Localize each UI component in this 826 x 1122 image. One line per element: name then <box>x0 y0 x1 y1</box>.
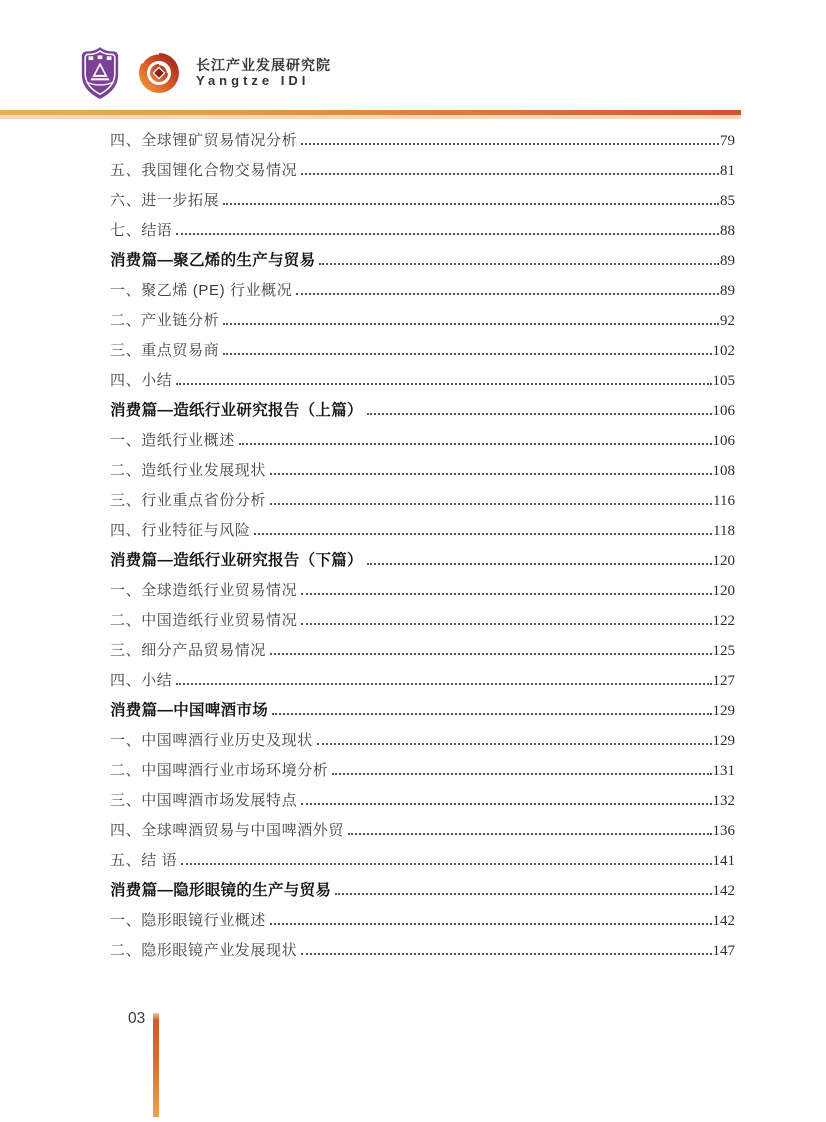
toc-entry-page: 89 <box>720 283 735 299</box>
toc-entry[interactable] <box>110 666 735 696</box>
toc-leader-dots <box>367 563 712 565</box>
toc-entry-page: 92 <box>720 313 735 329</box>
toc-entry-label: 消费篇—聚乙烯的生产与贸易 <box>110 252 316 269</box>
toc-entry-page: 142 <box>712 913 735 929</box>
yangtze-swirl-logo-icon <box>138 52 180 94</box>
toc-entry-page: 85 <box>720 193 735 209</box>
toc-entry-label: 二、产业链分析 <box>110 312 220 329</box>
toc-entry[interactable] <box>110 486 735 516</box>
toc-entry[interactable] <box>110 516 735 546</box>
toc-entry[interactable] <box>110 876 735 906</box>
toc-entry[interactable] <box>110 786 735 816</box>
toc-entry-page: 141 <box>712 853 735 869</box>
toc-entry[interactable] <box>110 846 735 876</box>
toc-entry-page: 79 <box>720 133 735 149</box>
toc-entry-label: 一、全球造纸行业贸易情况 <box>110 582 298 599</box>
toc-entry-page: 122 <box>712 613 735 629</box>
page-header <box>78 46 331 100</box>
toc-leader-dots <box>348 833 711 835</box>
toc-entry-page: 129 <box>712 703 735 719</box>
toc-entry-label: 一、造纸行业概述 <box>110 432 235 449</box>
toc-leader-dots <box>270 473 711 475</box>
org-name-en: Yangtze IDI <box>196 73 310 89</box>
toc-leader-dots <box>301 173 719 175</box>
toc-entry[interactable] <box>110 186 735 216</box>
toc-entry-page: 131 <box>712 763 735 779</box>
toc-entry[interactable] <box>110 276 735 306</box>
toc-entry[interactable] <box>110 696 735 726</box>
toc-entry-page: 108 <box>712 463 735 479</box>
toc-entry-label: 一、中国啤酒行业历史及现状 <box>110 732 313 749</box>
toc-entry[interactable] <box>110 816 735 846</box>
toc-leader-dots <box>367 413 712 415</box>
toc-entry[interactable] <box>110 366 735 396</box>
toc-entry-page: 136 <box>712 823 735 839</box>
toc-entry[interactable] <box>110 906 735 936</box>
toc-entry-label: 消费篇—造纸行业研究报告（下篇） <box>110 552 363 569</box>
toc-entry-label: 四、行业特征与风险 <box>110 522 251 539</box>
toc-leader-dots <box>176 683 711 685</box>
header-divider-underline-stripe <box>0 115 741 120</box>
toc-leader-dots <box>270 923 711 925</box>
toc-entry[interactable] <box>110 456 735 486</box>
toc-entry-page: 147 <box>712 943 735 959</box>
toc-entry[interactable] <box>110 726 735 756</box>
toc-entry-label: 四、小结 <box>110 372 173 389</box>
toc-entry[interactable] <box>110 576 735 606</box>
toc-entry-page: 132 <box>712 793 735 809</box>
toc-entry-label: 六、进一步拓展 <box>110 192 220 209</box>
toc-entry-label: 四、小结 <box>110 672 173 689</box>
toc-entry[interactable] <box>110 246 735 276</box>
toc-leader-dots <box>301 803 711 805</box>
toc-entry-label: 三、中国啤酒市场发展特点 <box>110 792 298 809</box>
toc-entry[interactable] <box>110 636 735 666</box>
toc-entry-label: 消费篇—中国啤酒市场 <box>110 702 269 719</box>
toc-entry-label: 二、中国啤酒行业市场环境分析 <box>110 762 329 779</box>
toc-entry[interactable] <box>110 216 735 246</box>
toc-leader-dots <box>301 953 711 955</box>
toc-entry[interactable] <box>110 756 735 786</box>
toc-entry-page: 118 <box>713 523 735 539</box>
toc-leader-dots <box>223 353 711 355</box>
toc-entry-page: 116 <box>713 493 735 509</box>
toc-leader-dots <box>223 323 719 325</box>
toc-leader-dots <box>176 233 719 235</box>
toc-entry-label: 一、隐形眼镜行业概述 <box>110 912 267 929</box>
toc-entry-label: 五、结 语 <box>110 852 178 869</box>
toc-entry[interactable] <box>110 606 735 636</box>
toc-entry-label: 消费篇—造纸行业研究报告（上篇） <box>110 402 363 419</box>
toc-entry-page: 106 <box>712 403 735 419</box>
toc-leader-dots <box>296 293 719 295</box>
toc-entry-page: 105 <box>712 373 735 389</box>
toc-entry[interactable] <box>110 426 735 456</box>
toc-entry-page: 142 <box>712 883 735 899</box>
toc-leader-dots <box>301 143 719 145</box>
toc-entry-page: 89 <box>720 253 735 269</box>
toc-entry-page: 125 <box>712 643 735 659</box>
toc-entry-label: 一、聚乙烯 (PE) 行业概况 <box>110 282 293 299</box>
toc-leader-dots <box>239 443 712 445</box>
toc-entry-page: 120 <box>712 583 735 599</box>
toc-leader-dots <box>181 863 711 865</box>
header-divider <box>0 110 741 119</box>
toc-entry-label: 消费篇—隐形眼镜的生产与贸易 <box>110 882 332 899</box>
toc-leader-dots <box>319 263 719 265</box>
toc-entry-page: 129 <box>712 733 735 749</box>
toc-entry-label: 二、中国造纸行业贸易情况 <box>110 612 298 629</box>
toc-leader-dots <box>301 623 711 625</box>
toc-entry-page: 88 <box>720 223 735 239</box>
toc-entry-page: 127 <box>712 673 735 689</box>
toc-entry-page: 120 <box>712 553 735 569</box>
toc-entry-page: 81 <box>720 163 735 179</box>
toc-entry-label: 三、细分产品贸易情况 <box>110 642 267 659</box>
toc-leader-dots <box>317 743 712 745</box>
toc-entry[interactable] <box>110 336 735 366</box>
org-name-cn: 长江产业发展研究院 <box>196 56 331 73</box>
footer-accent-bar <box>153 1013 159 1117</box>
toc-entry-page: 102 <box>712 343 735 359</box>
toc-entry-label: 四、全球啤酒贸易与中国啤酒外贸 <box>110 822 345 839</box>
toc-entry-page: 106 <box>712 433 735 449</box>
toc-entry-label: 七、结语 <box>110 222 173 239</box>
org-name-block <box>196 57 331 89</box>
toc-entry-label: 二、隐形眼镜产业发展现状 <box>110 942 298 959</box>
toc-entry-label: 三、行业重点省份分析 <box>110 492 267 509</box>
toc-entry[interactable] <box>110 936 735 966</box>
toc-leader-dots <box>332 773 711 775</box>
university-shield-emblem-icon <box>78 46 122 100</box>
toc-leader-dots <box>270 653 711 655</box>
toc-leader-dots <box>254 533 712 535</box>
toc-entry-label: 三、重点贸易商 <box>110 342 220 359</box>
toc-entry-label: 二、造纸行业发展现状 <box>110 462 267 479</box>
toc-leader-dots <box>176 383 711 385</box>
toc-entry[interactable] <box>110 126 735 156</box>
toc-entry[interactable] <box>110 396 735 426</box>
toc-leader-dots <box>223 203 719 205</box>
toc-leader-dots <box>335 893 711 895</box>
toc-entry[interactable] <box>110 546 735 576</box>
toc-entry-label: 五、我国锂化合物交易情况 <box>110 162 298 179</box>
toc-leader-dots <box>270 503 712 505</box>
toc-leader-dots <box>301 593 711 595</box>
toc-leader-dots <box>272 713 711 715</box>
toc-list <box>110 126 735 966</box>
toc-entry[interactable] <box>110 306 735 336</box>
footer-page-number: 03 <box>128 1010 146 1027</box>
toc-entry[interactable] <box>110 156 735 186</box>
toc-entry-label: 四、全球锂矿贸易情况分析 <box>110 132 298 149</box>
